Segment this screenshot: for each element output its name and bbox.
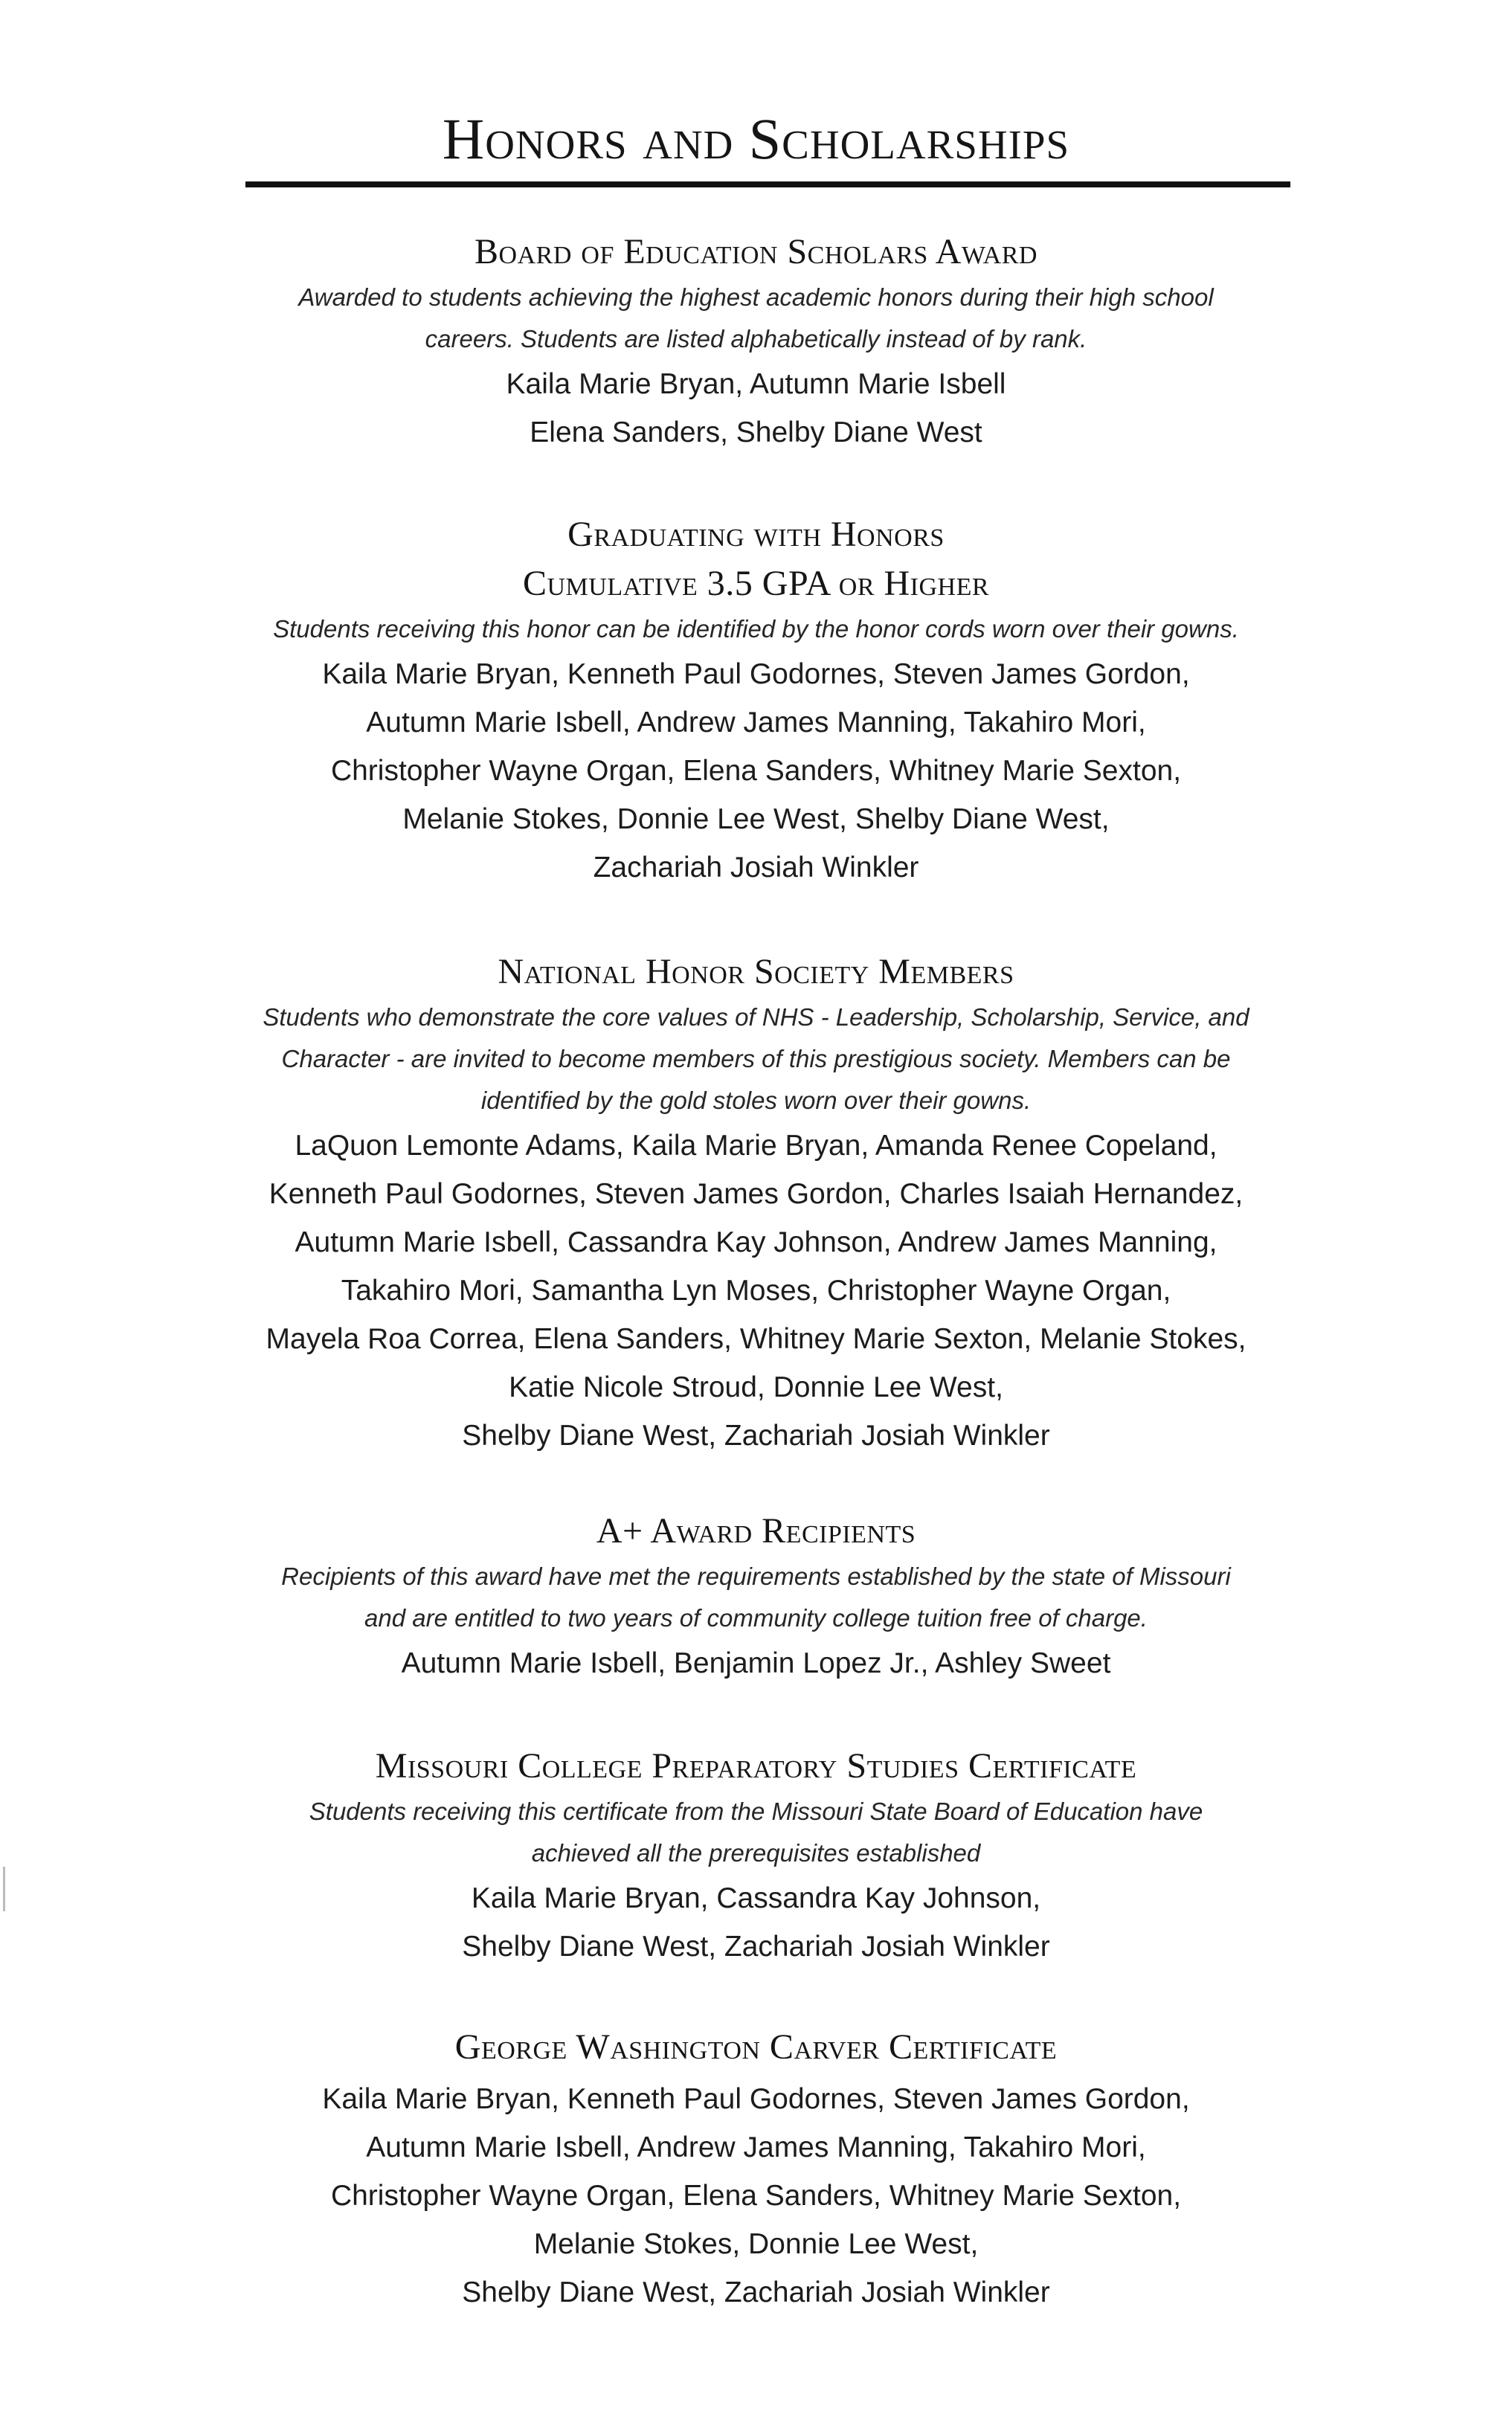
section-heading: A+ Award Recipients [596, 1511, 916, 1551]
section-description [149, 608, 1363, 650]
names-line: Takahiro Mori, Samantha Lyn Moses, Christopher Wayne Organ, [341, 1275, 1171, 1307]
description-line: Awarded to students achieving the highest academic honors during their high school [298, 283, 1214, 311]
section-description [149, 277, 1363, 360]
section-george-washington-carver [149, 2023, 1363, 2317]
recipient-names [149, 650, 1363, 892]
names-line: Kaila Marie Bryan, Kenneth Paul Godornes, Steven James Gordon, [322, 658, 1190, 690]
names-line: Autumn Marie Isbell, Andrew James Manning, Takahiro Mori, [366, 707, 1146, 738]
section-description [149, 1556, 1363, 1639]
section-heading: George Washington Carver Certificate [454, 2027, 1058, 2067]
section-description [149, 997, 1363, 1121]
names-line: Mayela Roa Correa, Elena Sanders, Whitney Marie Sexton, Melanie Stokes, [266, 1323, 1246, 1355]
section-board-of-education-scholars [149, 228, 1363, 457]
names-line: Autumn Marie Isbell, Andrew James Manning, Takahiro Mori, [366, 2131, 1146, 2163]
names-line: LaQuon Lemonte Adams, Kaila Marie Bryan, Amanda Renee Copeland, [295, 1130, 1217, 1162]
names-line: Elena Sanders, Shelby Diane West [530, 416, 982, 448]
title-divider [245, 181, 1290, 187]
description-line: Students receiving this honor can be identified by the honor cords worn over their gowns. [273, 615, 1239, 643]
scan-edge-mark [3, 1867, 5, 1911]
names-line: Autumn Marie Isbell, Cassandra Kay Johnson, Andrew James Manning, [295, 1226, 1217, 1258]
recipient-names [149, 360, 1363, 457]
section-national-honor-society [149, 947, 1363, 1460]
names-line: Shelby Diane West, Zachariah Josiah Winkler [462, 1420, 1050, 1452]
names-line: Katie Nicole Stroud, Donnie Lee West, [509, 1371, 1003, 1403]
names-line: Shelby Diane West, Zachariah Josiah Winkler [462, 2276, 1050, 2308]
names-line: Kaila Marie Bryan, Kenneth Paul Godornes, Steven James Gordon, [322, 2083, 1190, 2115]
section-a-plus-award [149, 1507, 1363, 1687]
description-line: and are entitled to two years of community college tuition free of charge. [364, 1604, 1148, 1632]
section-graduating-with-honors [149, 510, 1363, 892]
description-line: Recipients of this award have met the requirements established by the state of Missouri [281, 1563, 1231, 1590]
recipient-names [149, 1639, 1363, 1687]
section-subheading: Cumulative 3.5 GPA or Higher [522, 564, 990, 603]
section-description [149, 1791, 1363, 1874]
description-line: Character - are invited to become members of this prestigious society. Members can be [281, 1045, 1231, 1072]
recipient-names [149, 1121, 1363, 1460]
section-heading: National Honor Society Members [498, 952, 1014, 991]
recipient-names [149, 2075, 1363, 2317]
recipient-names [149, 1874, 1363, 1971]
names-line: Christopher Wayne Organ, Elena Sanders, Whitney Marie Sexton, [330, 755, 1182, 787]
names-line: Kaila Marie Bryan, Autumn Marie Isbell [506, 368, 1006, 400]
section-heading: Board of Education Scholars Award [474, 232, 1038, 271]
names-line: Kenneth Paul Godornes, Steven James Gordon, Charles Isaiah Hernandez, [268, 1178, 1244, 1210]
names-line: Autumn Marie Isbell, Benjamin Lopez Jr., Ashley Sweet [401, 1647, 1111, 1679]
description-line: Students receiving this certificate from the Missouri State Board of Education have [309, 1798, 1203, 1825]
section-heading: Graduating with Honors [567, 515, 945, 554]
names-line: Christopher Wayne Organ, Elena Sanders, Whitney Marie Sexton, [330, 2180, 1182, 2212]
section-heading: Missouri College Preparatory Studies Certificate [375, 1746, 1137, 1786]
description-line: achieved all the prerequisites established [531, 1839, 981, 1867]
names-line: Melanie Stokes, Donnie Lee West, Shelby Diane West, [402, 803, 1110, 835]
description-line: Students who demonstrate the core values of NHS - Leadership, Scholarship, Service, and [263, 1003, 1249, 1031]
names-line: Shelby Diane West, Zachariah Josiah Winkler [462, 1931, 1050, 1963]
names-line: Melanie Stokes, Donnie Lee West, [533, 2228, 979, 2260]
description-line: identified by the gold stoles worn over their gowns. [480, 1087, 1032, 1114]
section-missouri-college-prep [149, 1742, 1363, 1971]
names-line: Zachariah Josiah Winkler [593, 852, 919, 884]
page-title: Honors and Scholarships [442, 106, 1070, 171]
description-line: careers. Students are listed alphabetically instead of by rank. [425, 325, 1087, 353]
names-line: Kaila Marie Bryan, Cassandra Kay Johnson, [471, 1882, 1041, 1914]
